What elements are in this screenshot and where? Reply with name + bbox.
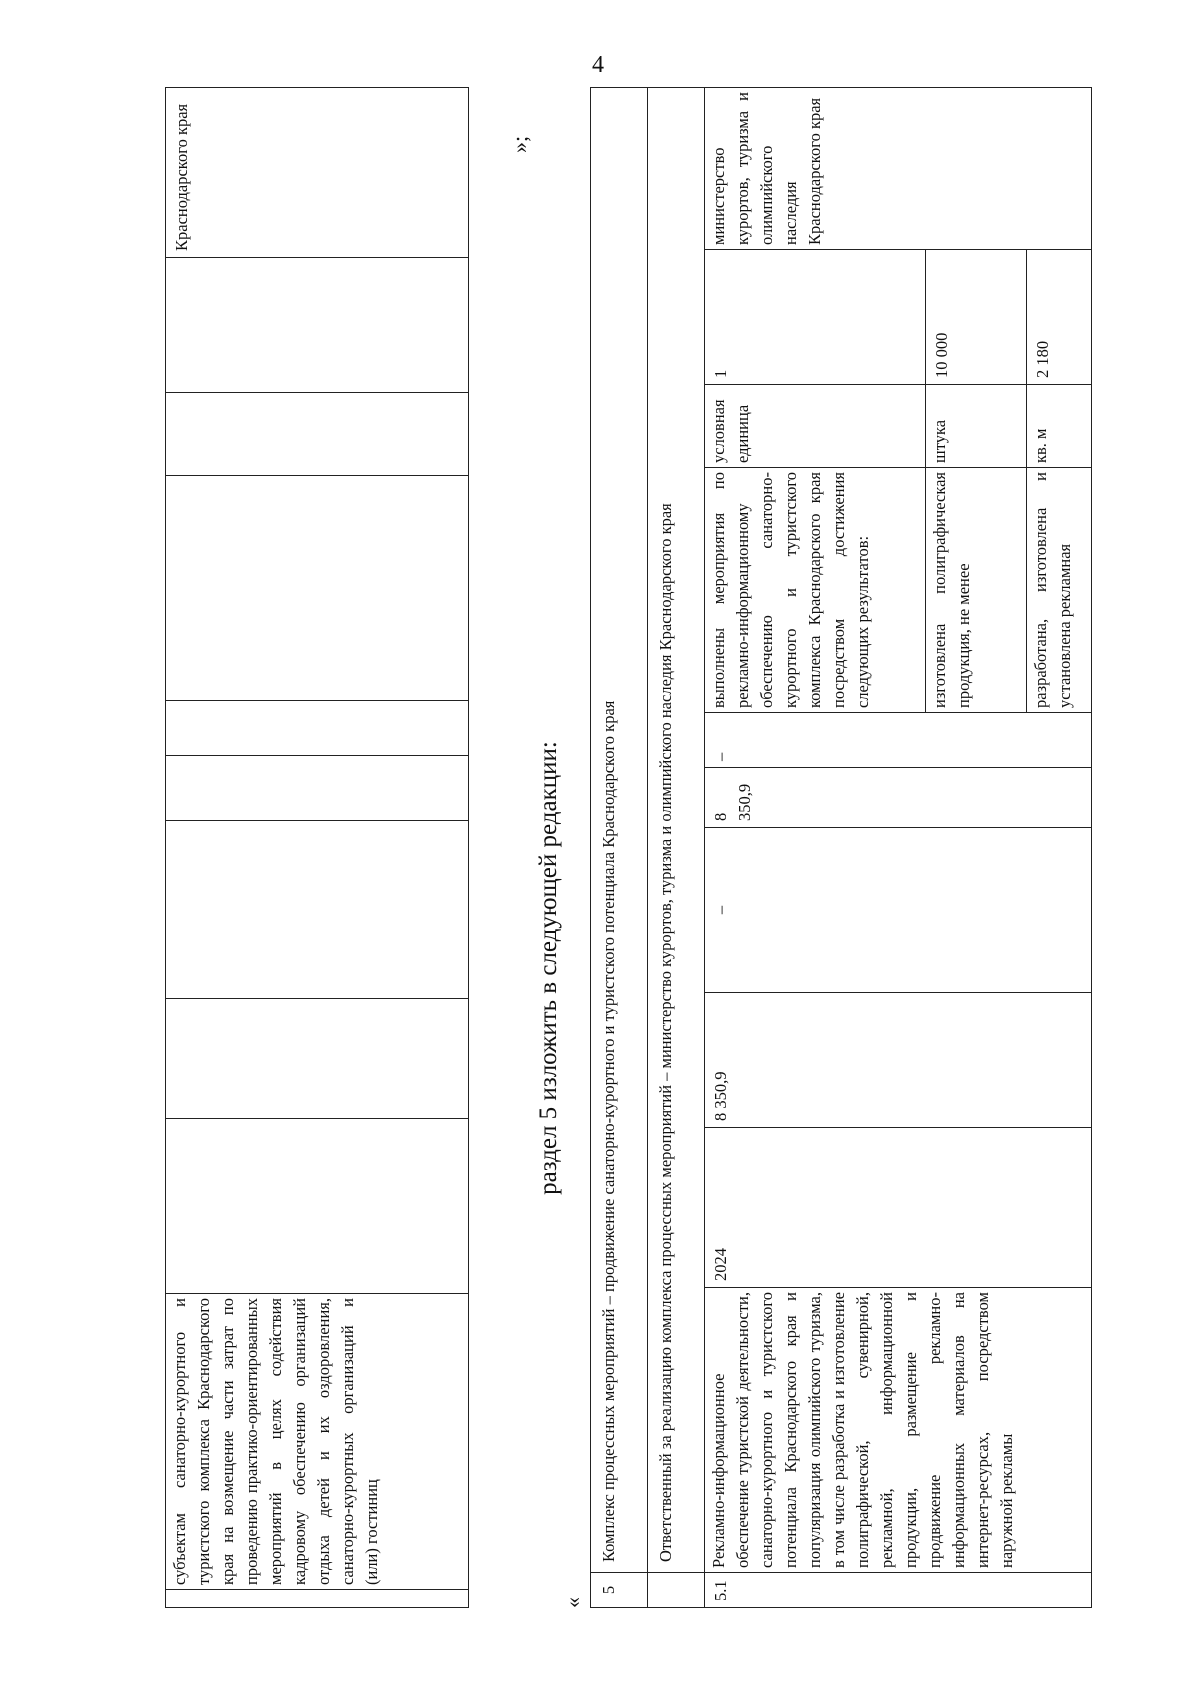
result-text-2: изготовлена полиграфическая продукция, не менее xyxy=(926,468,1027,713)
complex-title: Комплекс процессных мероприятий – продвижение санаторно-курортного и туристского потенциала Краснодарского края xyxy=(591,87,648,1572)
section-5-table xyxy=(590,87,1092,1608)
result-value-3: 2 180 xyxy=(1027,250,1092,385)
item-total: 8 350,9 xyxy=(705,993,1092,1128)
top-table-cell-federal xyxy=(166,821,469,999)
section-number: 5 xyxy=(591,1573,648,1608)
result-unit-2: штука xyxy=(926,385,1027,468)
page-number: 4 xyxy=(592,52,604,78)
item-year: 2024 xyxy=(705,1128,1092,1288)
top-table-cell-number xyxy=(166,1590,469,1608)
item-number: 5.1 xyxy=(705,1573,1092,1608)
result-value-2: 10 000 xyxy=(926,250,1027,385)
top-table-cell-result xyxy=(166,476,469,701)
result-unit-1: условная единица xyxy=(705,385,926,468)
rotated-landscape-content xyxy=(165,88,1175,1608)
top-table-responsible: Краснодарского края xyxy=(166,88,469,258)
top-table-continuation xyxy=(165,87,469,1608)
result-unit-3: кв. м xyxy=(1027,385,1092,468)
closing-quote: »; xyxy=(507,135,532,153)
opening-quote: « xyxy=(560,1597,585,1608)
result-text-1: выполнены мероприятия по рекламно-информационному обеспечению санаторно-курортного и туристского комплекса Краснодарского края посредством достижения следующих результатов: xyxy=(705,468,926,713)
item-federal: – xyxy=(705,828,1092,993)
item-executor: министерство курортов, туризма и олимпийского наследия Краснодарского края xyxy=(705,87,1092,249)
top-table-cell-unit xyxy=(166,393,469,476)
top-table-cell-total xyxy=(166,999,469,1119)
result-value-1: 1 xyxy=(705,250,926,385)
result-text-3: разработана, изготовлена и установлена рекламная xyxy=(1027,468,1092,713)
responsible-empty-cell xyxy=(648,1573,705,1608)
item-regional: 8 350,9 xyxy=(705,768,1092,828)
top-table-description: субъектам санаторно-курортного и туристского комплекса Краснодарского края на возмещение части затрат по проведению практико-ориентированных мероприятий в целях содействия кадровому обеспечению организаций отдыха детей и их оздоровления, санаторно-курортных организаций и (или) гостиниц xyxy=(166,1294,469,1590)
item-local: – xyxy=(705,713,1092,768)
item-name: Рекламно-информационное обеспечение туристской деятельности, санаторно-курортного и туристского потенциала Краснодарского края и популяризация олимпийского туризма, в том числе разработка и изготовление полиграфической, сувенирной, рекламной, информационной продукции, размещение и продвижение рекламно-информационных материалов на интернет-ресурсах, посредством наружной рекламы xyxy=(705,1288,1092,1573)
top-table-cell-value xyxy=(166,258,469,393)
top-table-cell-year xyxy=(166,1119,469,1294)
responsible-line: Ответственный за реализацию комплекса процессных мероприятий – министерство курортов, туризма и олимпийского наследия Краснодарского края xyxy=(648,87,705,1572)
top-table-cell-local xyxy=(166,701,469,756)
section-heading: раздел 5 изложить в следующей редакции: xyxy=(535,741,562,1195)
top-table-cell-regional xyxy=(166,756,469,821)
